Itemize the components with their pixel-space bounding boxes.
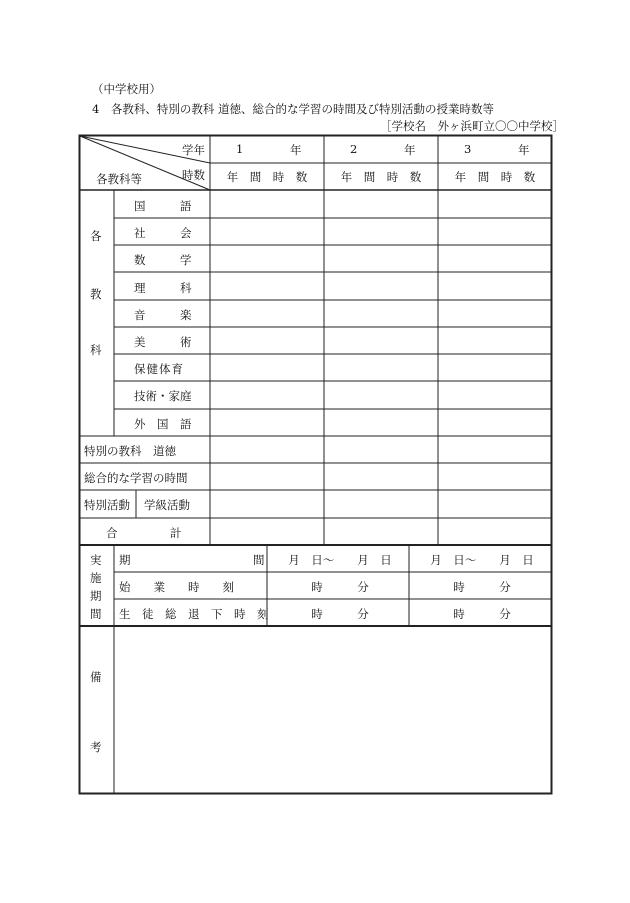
remarks-label-char: 備 xyxy=(90,670,102,684)
period-label-char: 間 xyxy=(90,607,102,621)
remarks-area[interactable] xyxy=(115,627,550,792)
total-label: 計 xyxy=(170,526,182,540)
period-label-char: 実 xyxy=(90,553,102,567)
grade-number: 2 xyxy=(350,142,358,156)
period-value: 月 日〜 月 日 xyxy=(430,553,534,567)
subject-name: 社 xyxy=(134,226,146,240)
grade-suffix: 年 xyxy=(290,143,302,157)
integrated-label: 総合的な学習の時間 xyxy=(84,471,188,485)
corner-subject-label: 各教科等 xyxy=(96,172,142,186)
subject-name: 音 xyxy=(134,308,146,322)
subject-name: 国 xyxy=(134,199,146,213)
period-value: 時 分 xyxy=(453,580,511,594)
period-row-label: 間 xyxy=(253,553,265,567)
grade-number: 1 xyxy=(236,142,244,156)
school-name: ［学校名 外ヶ浜町立〇〇中学校］ xyxy=(380,119,564,133)
subject-name: 理 xyxy=(134,281,146,295)
subject-name: 楽 xyxy=(180,308,192,322)
subject-name: 語 xyxy=(180,199,192,213)
group-label-char: 教 xyxy=(90,287,102,301)
subject-name: 技術・家庭 xyxy=(134,389,192,403)
period-value: 時 分 xyxy=(311,607,369,621)
period-row-label: 期 xyxy=(119,553,131,567)
total-label: 合 xyxy=(106,526,118,540)
period-row-label: 始 業 時 刻 xyxy=(119,580,234,594)
grade-subheader: 年 間 時 数 xyxy=(454,170,536,184)
class-activities-label: 学級活動 xyxy=(144,498,190,512)
subject-name: 数 xyxy=(134,253,146,267)
period-row-label: 生 徒 総 退 下 時 刻 xyxy=(119,607,269,621)
period-label-char: 期 xyxy=(90,589,102,603)
subject-name: 保健体育 xyxy=(134,362,184,376)
subject-name: 外 国 語 xyxy=(134,417,192,431)
document-title: 4 各教科、特別の教科 道徳、総合的な学習の時間及び特別活動の授業時数等 xyxy=(92,102,494,116)
subject-name: 美 xyxy=(134,335,146,349)
subject-name: 会 xyxy=(180,226,192,240)
grade-subheader: 年 間 時 数 xyxy=(226,170,308,184)
period-value: 時 分 xyxy=(453,607,511,621)
corner-hours-label: 時数 xyxy=(182,168,205,182)
period-value: 月 日〜 月 日 xyxy=(288,553,392,567)
grade-suffix: 年 xyxy=(404,143,416,157)
grade-suffix: 年 xyxy=(518,143,530,157)
corner-grade-label: 学年 xyxy=(182,143,205,157)
subject-name: 学 xyxy=(180,253,192,267)
remarks-label-char: 考 xyxy=(90,740,102,754)
grade-number: 3 xyxy=(464,142,472,156)
school-use-label: （中学校用） xyxy=(92,82,161,96)
subject-name: 術 xyxy=(180,335,192,349)
moral-label: 特別の教科 道徳 xyxy=(84,444,176,458)
group-label-char: 科 xyxy=(90,343,102,357)
grade-subheader: 年 間 時 数 xyxy=(340,170,422,184)
group-label-char: 各 xyxy=(90,229,102,243)
subject-name: 科 xyxy=(180,281,192,295)
period-label-char: 施 xyxy=(90,571,102,585)
special-activities-label: 特別活動 xyxy=(84,498,130,512)
period-value: 時 分 xyxy=(311,580,369,594)
